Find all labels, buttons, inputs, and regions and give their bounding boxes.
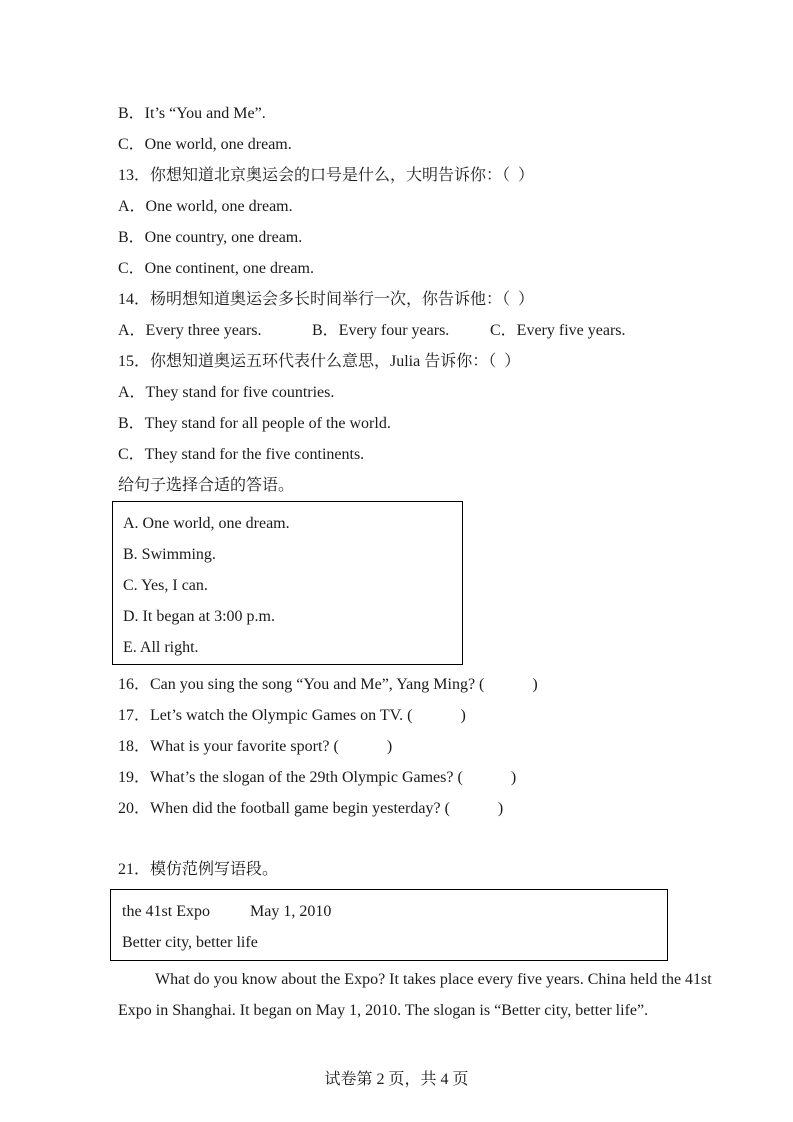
expo-prompt-line-1: the 41st Expo May 1, 2010 [122,903,332,920]
page-footer: 试卷第 2 页，共 4 页 [324,1071,469,1088]
q15-option-b: B．They stand for all people of the world. [118,415,391,432]
q14-option-c: C．Every five years. [490,322,626,339]
q13-option-b: B．One country, one dream. [118,229,303,246]
answer-box-option-d: D. It began at 3:00 p.m. [123,608,275,625]
q21-stem: 21．模仿范例写语段。 [118,861,279,878]
answer-box-option-a: A. One world, one dream. [123,515,290,532]
q19-text: 19．What’s the slogan of the 29th Olympic Games? ( ) [118,769,517,786]
expo-prompt-line-2: Better city, better life [122,934,258,951]
q18-text: 18．What is your favorite sport? ( ) [118,738,393,755]
q13-stem: 13．你想知道北京奥运会的口号是什么，大明告诉你：（ ） [118,167,535,184]
example-paragraph-line-2: Expo in Shanghai. It began on May 1, 2010. The slogan is “Better city, better life”. [118,1002,649,1019]
q12-option-c: C．One world, one dream. [118,136,292,153]
q14-option-a: A．Every three years. [118,322,262,339]
q13-option-a: A．One world, one dream. [118,198,293,215]
q17-text: 17．Let’s watch the Olympic Games on TV. ( ) [118,707,466,724]
answer-box-option-b: B. Swimming. [123,546,216,563]
q14-stem: 14．杨明想知道奥运会多长时间举行一次，你告诉他：（ ） [118,291,535,308]
q15-option-c: C．They stand for the five continents. [118,446,365,463]
q12-option-b: B．It’s “You and Me”. [118,105,266,122]
exam-content [118,98,718,1026]
matching-instruction: 给句子选择合适的答语。 [118,477,295,494]
q14-options-row [118,315,718,346]
q15-stem: 15．你想知道奥运五环代表什么意思，Julia 告诉你：（ ） [118,353,521,370]
expo-prompt-box [110,889,668,961]
answer-box-option-c: C. Yes, I can. [123,577,208,594]
q21-example-paragraph [118,964,718,1026]
q14-option-b: B．Every four years. [312,322,450,339]
q13-option-c: C．One continent, one dream. [118,260,314,277]
q15-option-a: A．They stand for five countries. [118,384,335,401]
example-paragraph-line-1: What do you know about the Expo? It takes place every five years. China held the 41st [155,971,712,988]
q20-text: 20．When did the football game begin yesterday? ( ) [118,800,504,817]
answer-options-box [112,501,463,665]
matching-questions [118,669,718,824]
answer-box-option-e: E. All right. [123,639,199,656]
q16-text: 16．Can you sing the song “You and Me”, Yang Ming? ( ) [118,676,538,693]
